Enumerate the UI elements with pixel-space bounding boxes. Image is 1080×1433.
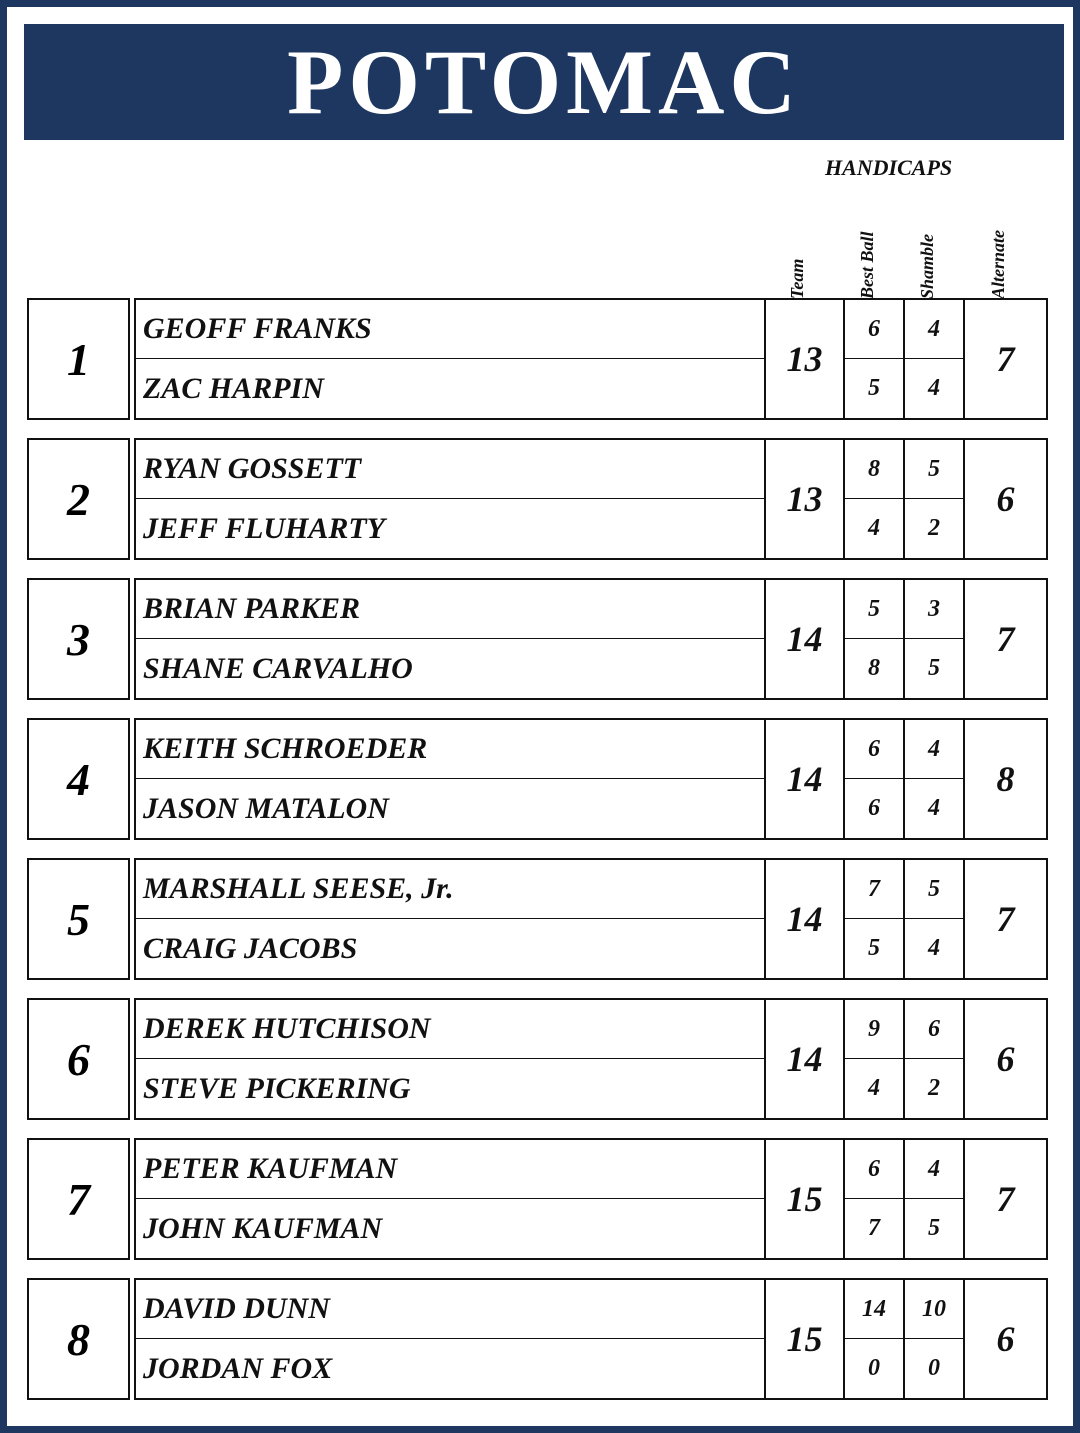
shamble-handicap: 5: [903, 440, 963, 499]
alternate-handicap: 7: [963, 580, 1046, 698]
team-handicap: 13: [764, 440, 843, 558]
pairing-group: [27, 998, 1049, 1120]
group-number-box: [27, 858, 130, 980]
team-handicap: 15: [764, 1280, 843, 1398]
pairing-group: [27, 1278, 1049, 1400]
player-name: PETER KAUFMAN: [136, 1140, 764, 1199]
shamble-handicap: 5: [903, 1199, 963, 1258]
player-name: MARSHALL SEESE, Jr.: [136, 860, 764, 919]
best-ball-handicap: 4: [843, 499, 903, 558]
team-handicap: 14: [764, 1000, 843, 1118]
best-ball-handicap: 9: [843, 1000, 903, 1059]
player-name: CRAIG JACOBS: [143, 931, 358, 965]
best-ball-handicap: 5: [843, 580, 903, 639]
column-header-shamble: Shamble: [917, 233, 937, 299]
best-ball-handicap: 6: [843, 720, 903, 779]
handicaps-header: HANDICAPS: [825, 155, 953, 180]
group-number-box: [27, 578, 130, 700]
column-header-alternate: Alternate: [988, 229, 1008, 299]
player-name: KEITH SCHROEDER: [136, 720, 764, 779]
team-handicap: 15: [764, 1140, 843, 1258]
best-ball-handicap: 6: [843, 300, 903, 359]
best-ball-handicap: 5: [843, 919, 903, 978]
group-details: [134, 438, 1048, 560]
group-number: 3: [67, 613, 90, 665]
column-header-best-ball: Best Ball: [857, 231, 877, 299]
alternate-handicap: 6: [963, 1280, 1046, 1398]
group-number-box: [27, 1278, 130, 1400]
shamble-handicap: 0: [903, 1339, 963, 1398]
shamble-handicap: 4: [903, 779, 963, 838]
best-ball-handicap: 5: [843, 359, 903, 418]
shamble-handicap: 2: [903, 1059, 963, 1118]
alternate-handicap: 7: [963, 860, 1046, 978]
shamble-handicap: 2: [903, 499, 963, 558]
alternate-handicap: 7: [963, 300, 1046, 418]
group-number: 7: [67, 1173, 90, 1225]
group-number: 6: [67, 1033, 90, 1085]
shamble-handicap: 4: [903, 1140, 963, 1199]
best-ball-handicap: 7: [843, 1199, 903, 1258]
group-number-box: [27, 298, 130, 420]
best-ball-handicap: 7: [843, 860, 903, 919]
shamble-handicap: 5: [903, 860, 963, 919]
group-details: [134, 298, 1048, 420]
group-details: [134, 998, 1048, 1120]
team-handicap: 14: [764, 580, 843, 698]
pairing-group: [27, 718, 1049, 840]
best-ball-handicap: 6: [843, 1140, 903, 1199]
team-handicap: 14: [764, 720, 843, 838]
group-details: [134, 1138, 1048, 1260]
group-number-box: [27, 438, 130, 560]
best-ball-handicap: 4: [843, 1059, 903, 1118]
player-name: RYAN GOSSETT: [136, 440, 764, 499]
player-name: STEVE PICKERING: [143, 1071, 411, 1105]
player-name: JOHN KAUFMAN: [143, 1211, 383, 1245]
player-name: JASON MATALON: [143, 791, 389, 825]
group-number: 1: [67, 333, 90, 385]
group-details: [134, 578, 1048, 700]
player-name: SHANE CARVALHO: [143, 651, 413, 685]
pairing-group: [27, 438, 1049, 560]
team-handicap: 13: [764, 300, 843, 418]
title-banner: [24, 24, 1064, 140]
player-name: JORDAN FOX: [143, 1351, 333, 1385]
column-header-team: Team: [787, 258, 807, 299]
group-number: 8: [67, 1313, 90, 1365]
group-number-box: [27, 718, 130, 840]
alternate-handicap: 7: [963, 1140, 1046, 1258]
pairing-group: [27, 298, 1049, 420]
group-number: 5: [67, 893, 90, 945]
player-name: DAVID DUNN: [136, 1280, 764, 1339]
group-number: 4: [67, 753, 90, 805]
page-title: POTOMAC: [287, 31, 801, 133]
alternate-handicap: 6: [963, 440, 1046, 558]
group-details: [134, 1278, 1048, 1400]
player-name: ZAC HARPIN: [143, 371, 324, 405]
shamble-handicap: 5: [903, 639, 963, 698]
shamble-handicap: 4: [903, 300, 963, 359]
pairing-group: [27, 578, 1049, 700]
shamble-handicap: 6: [903, 1000, 963, 1059]
shamble-handicap: 4: [903, 919, 963, 978]
best-ball-handicap: 0: [843, 1339, 903, 1398]
shamble-handicap: 4: [903, 359, 963, 418]
player-name: DEREK HUTCHISON: [136, 1000, 764, 1059]
shamble-handicap: 3: [903, 580, 963, 639]
alternate-handicap: 8: [963, 720, 1046, 838]
shamble-handicap: 10: [903, 1280, 963, 1339]
group-number-box: [27, 1138, 130, 1260]
best-ball-handicap: 14: [843, 1280, 903, 1339]
group-details: [134, 858, 1048, 980]
best-ball-handicap: 8: [843, 440, 903, 499]
player-name: JEFF FLUHARTY: [143, 511, 385, 545]
group-number: 2: [67, 473, 90, 525]
best-ball-handicap: 6: [843, 779, 903, 838]
player-name: BRIAN PARKER: [136, 580, 764, 639]
alternate-handicap: 6: [963, 1000, 1046, 1118]
pairing-group: [27, 1138, 1049, 1260]
player-name: GEOFF FRANKS: [136, 300, 764, 359]
group-details: [134, 718, 1048, 840]
group-number-box: [27, 998, 130, 1120]
pairing-group: [27, 858, 1049, 980]
best-ball-handicap: 8: [843, 639, 903, 698]
team-handicap: 14: [764, 860, 843, 978]
shamble-handicap: 4: [903, 720, 963, 779]
